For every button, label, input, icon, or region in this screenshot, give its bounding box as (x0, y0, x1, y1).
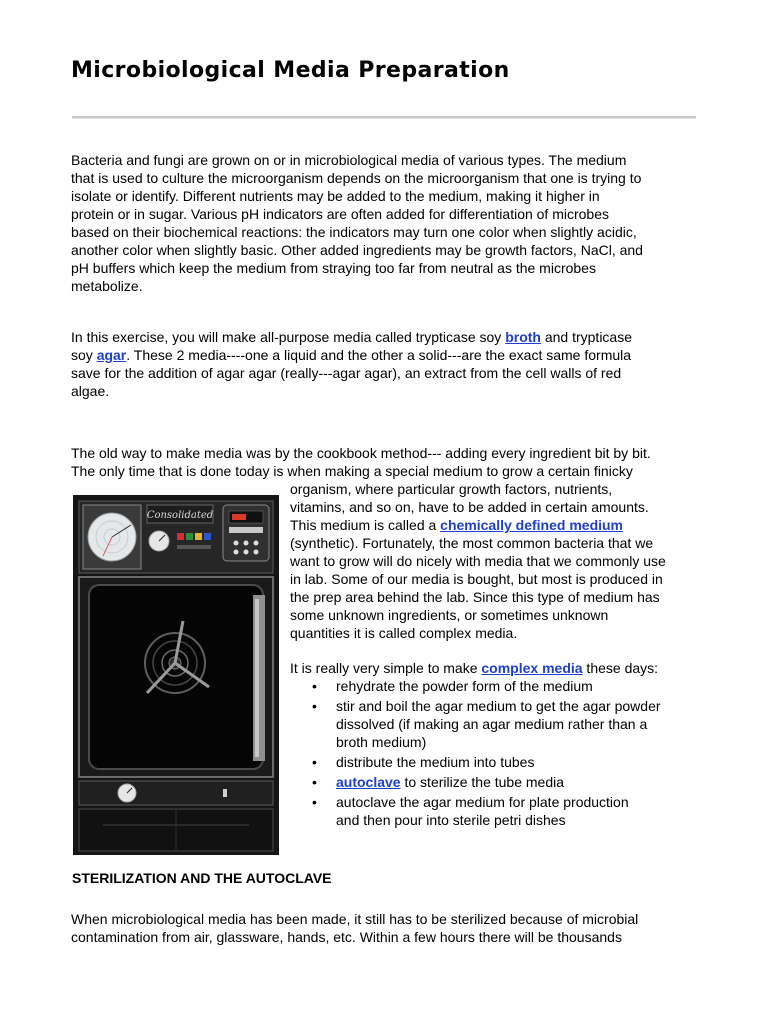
list-item-text: • stir and boil the agar medium to get the agar powder (336, 698, 661, 714)
intro-line: isolate or identify. Different nutrients may be added to the medium, making it higher in (71, 188, 600, 204)
exercise-line: algae. (71, 383, 110, 399)
list-item (290, 773, 661, 791)
list-item (290, 753, 661, 771)
complex-media-link[interactable]: complex media (481, 660, 583, 676)
intro-line: that is used to culture the microorganism depends on the microorganism that one is trying to (71, 170, 642, 186)
exercise-paragraph (71, 328, 632, 400)
list-item-text: and then pour into sterile petri dishes (336, 812, 566, 828)
intro-line: pH buffers which keep the medium from straying too far from neutral as the microbes (71, 260, 596, 276)
autoclave-link[interactable]: autoclave (336, 774, 401, 790)
list-item-text: distribute the medium into tubes (336, 754, 535, 770)
broth-link[interactable]: broth (505, 329, 541, 345)
side-paragraph (290, 480, 666, 642)
oldway-paragraph (71, 444, 651, 480)
side-line: organism, where particular growth factors, nutrients, (290, 481, 613, 497)
intro-line: metabolize. (71, 278, 143, 294)
intro-line: based on their biochemical reactions: the indicators may turn one color when slightly acidic, (71, 224, 637, 240)
list-item-text: rehydrate the powder form of the medium (336, 678, 593, 694)
exercise-line (71, 328, 632, 346)
list-item (290, 793, 661, 829)
list-item-text: • autoclave the agar medium for plate production (336, 794, 629, 810)
brand-label: Consolidated (146, 510, 214, 521)
section-heading: STERILIZATION AND THE AUTOCLAVE (72, 870, 332, 886)
agar-link[interactable]: agar (96, 347, 127, 363)
oldway-line: The only time that is done today is when making a special medium to grow a certain finicky (71, 463, 633, 479)
intro-line: protein or in sugar. Various pH indicators are often added for differentiation of microbes (71, 206, 610, 222)
exercise-text: and trypticase (540, 329, 633, 345)
side-line (290, 516, 666, 534)
exercise-line (71, 346, 632, 364)
chemically-defined-medium-link[interactable]: chemically defined medium (440, 517, 624, 533)
list-item (290, 697, 661, 751)
intro-line: another color when slightly basic. Other added ingredients may be growth factors, NaCl, and (71, 242, 643, 258)
simple-text: these days: (582, 660, 659, 676)
intro-paragraph (71, 151, 643, 295)
exercise-text: soy (71, 347, 97, 363)
list-item-text: dissolved (if making an agar medium rather than a (336, 716, 648, 732)
side-line: in lab. Some of our media is bought, but most is produced in (290, 571, 663, 587)
list-item (290, 677, 661, 695)
exercise-text: . These 2 media----one a liquid and the other a solid---are the exact same formula (126, 347, 632, 363)
title-divider (72, 116, 696, 119)
side-line: (synthetic). Fortunately, the most common bacteria that we (290, 535, 654, 551)
sterilization-paragraph (71, 910, 638, 946)
side-line: the prep area behind the lab. Since this type of medium has (290, 589, 660, 605)
intro-line: Bacteria and fungi are grown on or in microbiological media of various types. The medium (71, 152, 627, 168)
autoclave-photo (73, 495, 279, 855)
oldway-line: The old way to make media was by the cookbook method--- adding every ingredient bit by bit. (71, 445, 651, 461)
side-line: some unknown ingredients, or sometimes unknown (290, 607, 609, 623)
side-text: This medium is called a (290, 517, 441, 533)
simple-text: It is really very simple to make (290, 660, 482, 676)
page-title: Microbiological Media Preparation (71, 58, 510, 83)
list-item-text: to sterilize the tube media (400, 774, 565, 790)
simple-paragraph (290, 659, 658, 677)
sterilization-line: contamination from air, glassware, hands, etc. Within a few hours there will be thousands (71, 929, 622, 945)
sterilization-line: When microbiological media has been made, it still has to be sterilized because of microbial (71, 911, 639, 927)
exercise-line: save for the addition of agar agar (really---agar agar), an extract from the cell walls of red (71, 365, 622, 381)
list-item-text: broth medium) (336, 734, 427, 750)
side-line: quantities it is called complex media. (290, 625, 518, 641)
steps-list (290, 677, 661, 831)
side-line: want to grow will do nicely with media that we commonly use (290, 553, 666, 569)
side-line: vitamins, and so on, have to be added in certain amounts. (290, 499, 649, 515)
exercise-text: In this exercise, you will make all-purpose media called trypticase soy (71, 329, 506, 345)
